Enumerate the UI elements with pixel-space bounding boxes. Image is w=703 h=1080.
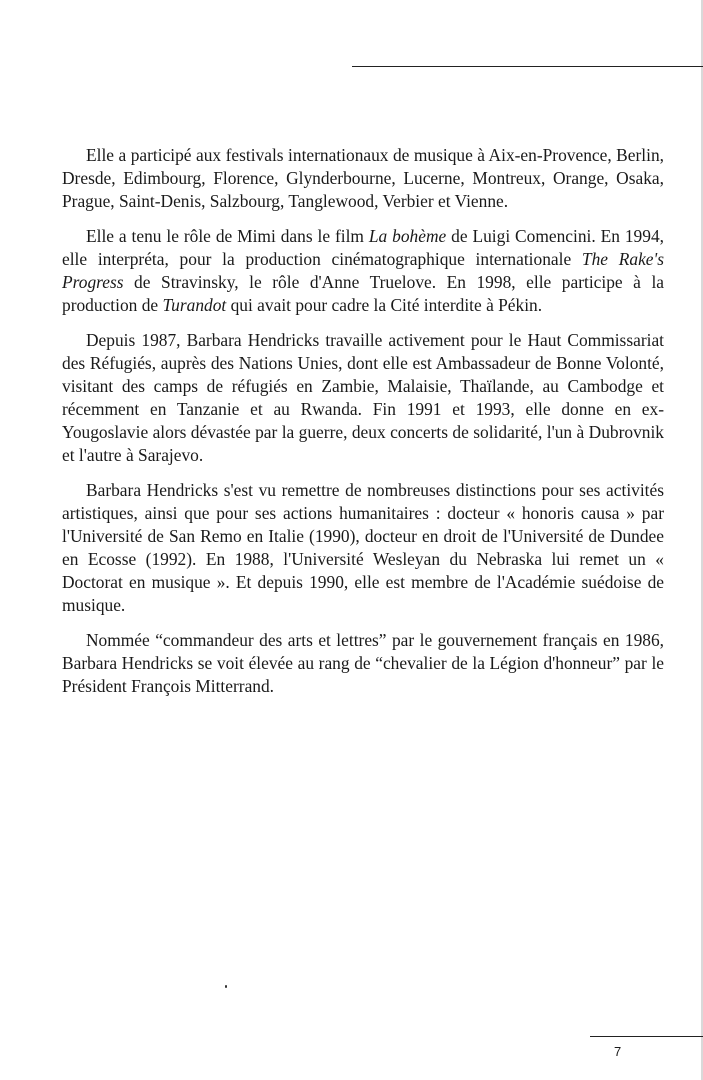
paragraph-films-text-3: de Stravinsky, le rôle d'Anne Truelove. En 1998, elle participe à la production de — [62, 272, 664, 315]
paragraph-distinctions: Barbara Hendricks s'est vu remettre de nombreuses distinctions pour ses activités artistiques, ainsi que pour ses actions humanitaires : docteur « honoris causa » par l'Université de San Remo en Italie (1990), docteur en droit de l'Université de Dundee en Ecosse (1992). En 1988, l'Université Wesleyan du Nebraska lui remet un « Doctorat en musique ». Et depuis 1990, elle est membre de l'Académie suédoise de musique. — [62, 480, 664, 615]
page-number: 7 — [614, 1044, 622, 1059]
paragraph-films-text-4: qui avait pour cadre la Cité interdite à Pékin. — [226, 295, 543, 315]
opera-title-rakes-progress: The Rake's Progress — [62, 249, 664, 292]
footer-rule — [590, 1036, 703, 1037]
film-title-la-boheme: La bohème — [368, 226, 447, 246]
paragraph-honours: Nommée “commandeur des arts et lettres” par le gouvernement français en 1986, Barbara Hendricks se voit élevée au rang de “chevalier de la Légion d'honneur” par le Président François Mitterrand. — [62, 630, 664, 696]
header-rule — [352, 66, 703, 67]
paragraph-festivals: Elle a participé aux festivals internationaux de musique à Aix-en-Provence, Berlin, Dresde, Edimbourg, Florence, Glynderbourne, Lucerne, Montreux, Orange, Osaka, Prague, Saint-Denis, Salzbourg, Tanglewood, Verbier et Vienne. — [62, 145, 664, 211]
paragraph-films — [62, 225, 664, 317]
scan-speck — [225, 985, 227, 988]
paragraph-films-text-2: de Luigi Comencini. En 1994, elle interpréta, pour la production cinématographique internationale — [62, 226, 664, 269]
paragraph-films-text-1: Elle a tenu le rôle de Mimi dans le film — [86, 226, 369, 246]
paragraph-humanitarian: Depuis 1987, Barbara Hendricks travaille activement pour le Haut Commissariat des Réfugiés, auprès des Nations Unies, dont elle est Ambassadeur de Bonne Volonté, visitant des camps de réfugiés en Zambie, Malaisie, Thaïlande, au Cambodge et récemment en Tanzanie et au Rwanda. Fin 1991 et 1993, elle donne en ex-Yougoslavie alors dévastée par la guerre, deux concerts de solidarité, l'un à Dubrovnik et l'autre à Sarajevo. — [62, 330, 664, 465]
opera-title-turandot: Turandot — [162, 295, 227, 315]
article-body — [62, 144, 664, 698]
